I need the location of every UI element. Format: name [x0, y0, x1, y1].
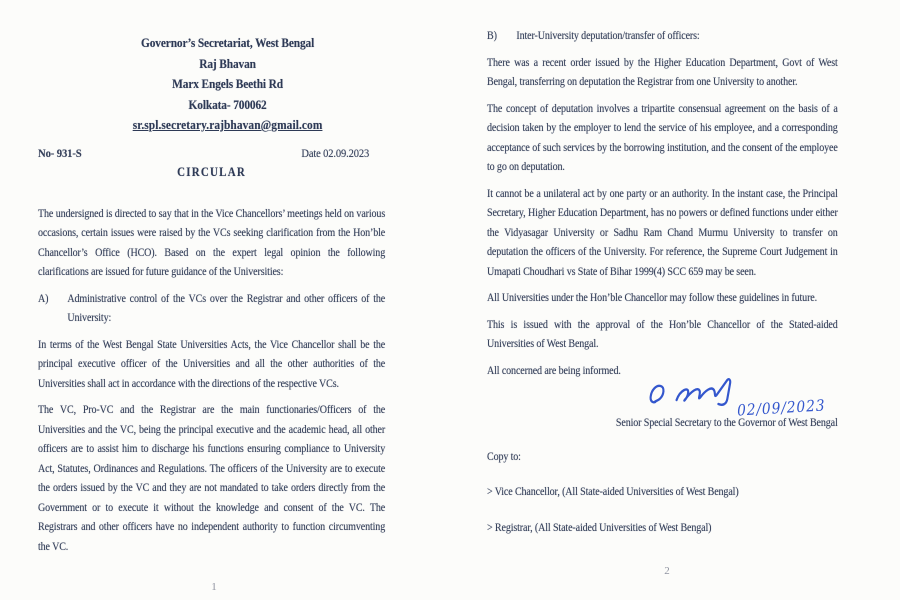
clause-a-label: A)	[38, 292, 49, 305]
letterhead-city: Kolkata- 700062	[188, 97, 267, 112]
copy-to-label: Copy to:	[487, 450, 521, 463]
letterhead-email: sr.spl.secretary.rajbhavan@gmail.com	[132, 118, 323, 132]
page-2	[487, 27, 838, 538]
clause-b-heading: Inter-University deputation/transfer of officers:	[516, 30, 700, 42]
document-date: Date 02.09.2023	[301, 145, 370, 160]
letterhead-street: Marx Engels Beethi Rd	[172, 77, 283, 91]
signature-block	[487, 372, 838, 434]
paragraph-deputation-concept: The concept of deputation involves a tripartite consensual agreement on the basis of a decision taken by the employer to lend the service of his employee, and a corresponding acceptance of such services by the borrowing institution, and the consent of the employee to go on deputation.	[487, 102, 838, 173]
paragraph-recent-order: There was a recent order issued by the Higher Education Department, Govt of West Bengal, transferring on deputation the Registrar from one University to another.	[487, 56, 838, 88]
clause-b-label: B)	[487, 30, 497, 42]
page-number-1: 1	[211, 581, 217, 593]
clause-a	[38, 290, 385, 329]
reference-row	[38, 144, 385, 164]
paragraph-unilateral: It cannot be a unilateral act by one party or an authority. In the instant case, the Principal Secretary, Higher Education Department, has no powers or defined functions under either the Vidyasagar University or Sadhu Ram Chand Murmu University to transfer on deputation the officers of the University. For reference, the Supreme Court Judgement in Umapati Choudhari vs State of Bihar 1999(4) SCC 659 may be seen.	[487, 187, 838, 278]
paragraph-informed: All concerned are being informed.	[487, 364, 621, 377]
clause-b	[487, 27, 838, 47]
paragraph-guidelines: All Universities under the Hon’ble Chancellor may follow these guidelines in future.	[487, 292, 817, 304]
copy-to-item-registrar: > Registrar, (All State-aided Universities of West Bengal)	[487, 521, 712, 534]
clause-a-heading: Administrative control of the VCs over the Registrar and other officers of the University:	[67, 292, 386, 324]
reference-number: No- 931-S	[38, 145, 82, 160]
letterhead-org: Governor’s Secretariat, West Bengal	[141, 36, 315, 50]
signatory-title: Senior Special Secretary to the Governor of West Bengal	[615, 417, 838, 429]
copy-to-item-vice-chancellor: > Vice Chancellor, (All State-aided Universities of West Bengal)	[487, 486, 739, 498]
document-title: CIRCULAR	[177, 165, 247, 179]
letterhead	[54, 33, 401, 136]
paragraph-functionaries: The VC, Pro-VC and the Registrar are the main functionaries/Officers of the Universities and the VC, being the principal executive and the academic head, all other officers are to assist him to discharge his functions ensuring compliance to University Act, Statutes, Ordinances and Regulations. The officers of the University are to execute the orders issued by the VC and they are not mandated to take orders directly from the Government or to execute it without the knowledge and consent of the VC. The Registrars and other officers have no independent authority to function circumventing the VC.	[38, 404, 386, 553]
handwritten-date: 02/09/2023	[736, 395, 826, 420]
page-1	[38, 33, 385, 564]
paragraph-acts: In terms of the West Bengal State Universities Acts, the Vice Chancellor shall be the principal executive officer of the Universities and all the other authorities of the Universities shall act in accordance with the directions of the respective VCs.	[38, 338, 386, 390]
paragraph-intro: The undersigned is directed to say that in the Vice Chancellors’ meetings held on various occasions, certain issues were raised by the VCs seeking clarification from the Hon’ble Chancellor’s Office (HCO). Based on the expert legal opinion the following clarifications are issued for future guidance of the Universities:	[38, 207, 386, 278]
page-number-2: 2	[664, 565, 670, 577]
paragraph-approval: This is issued with the approval of the Hon’ble Chancellor of the Stated-aided Universities of West Bengal.	[487, 318, 838, 350]
letterhead-building: Raj Bhavan	[199, 56, 256, 71]
